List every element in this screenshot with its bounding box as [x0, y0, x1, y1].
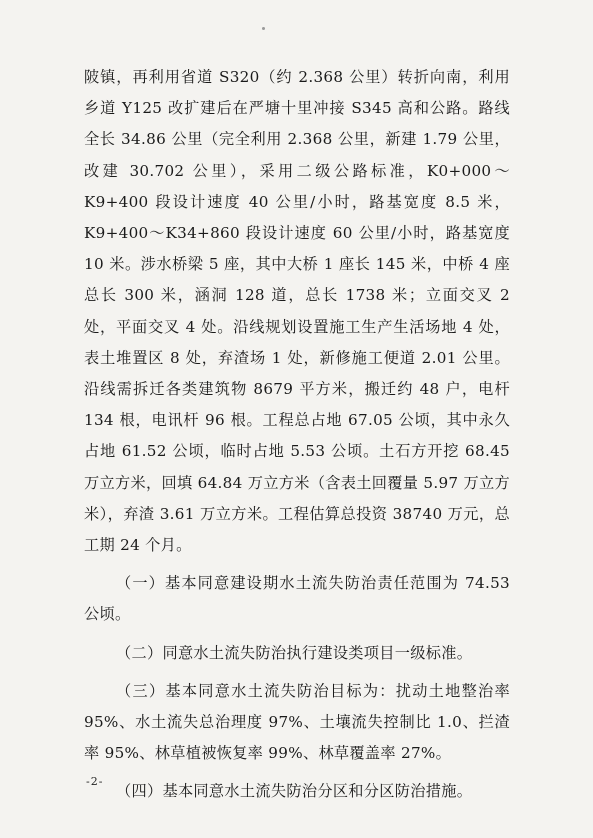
document-body	[84, 62, 510, 808]
paragraph-standard-level: （二）同意水土流失防治执行建设类项目一级标准。	[116, 643, 473, 662]
paragraph-zoning-measures: （四）基本同意水土流失防治分区和分区防治措施。	[116, 782, 473, 801]
paragraph-responsibility-scope: （一）基本同意建设期水土流失防治责任范围为 74.53 公顷。	[84, 574, 510, 624]
paragraph-control-targets: （三）基本同意水土流失防治目标为：扰动土地整治率 95%、水土流失总治理度 97%、土壤流失控制比 1.0、拦渣率 95%、林草植被恢复率 99%、林草覆盖率 27%。	[84, 681, 510, 763]
paragraph-project-description: 陂镇，再利用省道 S320（约 2.368 公里）转折向南，利用乡道 Y125 改扩建后在严塘十里冲接 S345 高和公路。路线全长 34.86 公里（完全利用 2.368 公里，新建 1.79 公里，改建 30.702 公里），采用二级公路标准，K0+000～K9+400 段设计速度 40 公里/小时，路基宽度 8.5 米，K9+400～K34+860 段设计速度 60 公里/小时，路基宽度 10 米。涉水桥梁 5 座，其中大桥 1 座长 145 米，中桥 4 座总长 300 米，涵洞 128 道，总长 1738 米；立面交叉 2 处，平面交叉 4 处。沿线规划设置施工生产生活场地 4 处，表土堆置区 8 处，弃渣场 1 处，新修施工便道 2.01 公里。沿线需拆迁各类建筑物 8679 平方米，搬迁约 48 户，电杆 134 根，电讯杆 96 根。工程总占地 67.05 公顷，其中永久占地 61.52 公顷，临时占地 5.53 公顷。土石方开挖 68.45 万立方米，回填 64.84 万立方米（含表土回覆量 5.97 万立方米），弃渣 3.61 万立方米。工程估算总投资 38740 万元，总工期 24 个月。	[84, 68, 510, 555]
page-number: -2-	[86, 775, 104, 788]
scan-mark	[262, 27, 265, 30]
